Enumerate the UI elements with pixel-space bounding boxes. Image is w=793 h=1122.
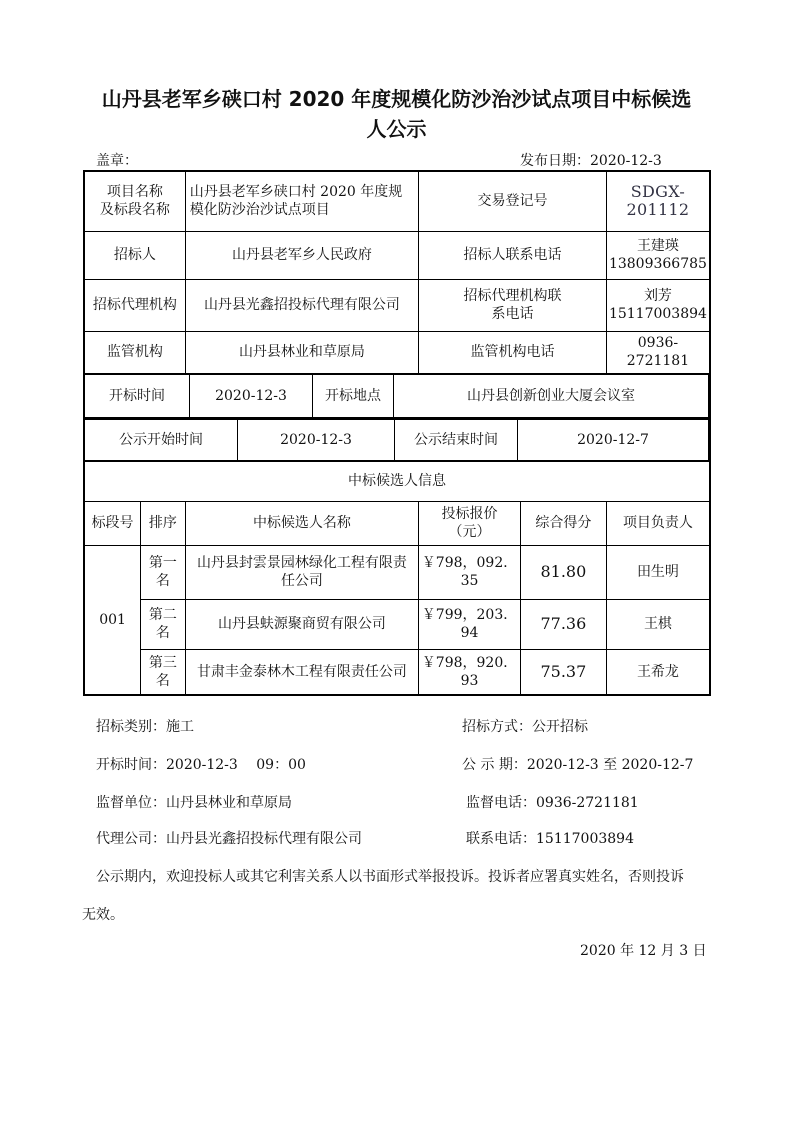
page-title: [60, 84, 733, 144]
candidate-score: 81.80: [520, 545, 606, 599]
row-agency: [84, 279, 710, 331]
agency-contact: 刘芳: [643, 288, 672, 304]
trade-no-label: 交易登记号: [419, 171, 607, 231]
notice-end-label: 公示结束时间: [395, 419, 518, 460]
title-line-2: 人公示: [366, 117, 427, 141]
footer-notice-period: 公 示 期：2020-12-3 至 2020-12-7: [462, 757, 694, 773]
candidates-header-row: [84, 501, 710, 545]
candidate-price: ￥798，920．93: [419, 649, 521, 695]
row-tenderer: [84, 231, 710, 279]
agency-phone-label: 招标代理机构联 系电话: [419, 279, 607, 331]
publish-date: 发布日期：2020-12-3: [520, 153, 662, 169]
row-notice: [84, 418, 710, 461]
trade-no: SDGX-201112: [606, 171, 710, 231]
notice-start-label: 公示开始时间: [85, 419, 238, 460]
lot-no: 001: [84, 545, 141, 695]
table-row: [84, 599, 710, 649]
candidate-rank: 第二名: [141, 599, 186, 649]
header-rank: 排序: [141, 501, 186, 545]
footer-agency: 代理公司：山丹县光鑫招投标代理有限公司: [96, 831, 362, 847]
candidate-rank: 第三名: [141, 649, 186, 695]
candidate-name: 甘肃丰金泰林木工程有限责任公司: [185, 649, 418, 695]
table-row: [84, 545, 710, 599]
footer-note-line-2: 无效。: [82, 907, 124, 923]
seal-label: 盖章：: [96, 153, 138, 169]
tenderer-phone: 13809366785: [608, 256, 707, 272]
project-name-label: 项目名称 及标段名称: [84, 171, 185, 231]
header-leader: 项目负责人: [606, 501, 710, 545]
row-supervisor: [84, 331, 710, 373]
footer-date: 2020 年 12 月 3 日: [580, 943, 707, 959]
row-section-title: [84, 461, 710, 501]
supervisor: 山丹县林业和草原局: [185, 331, 418, 373]
section-title: 中标候选人信息: [84, 461, 710, 501]
candidate-price: ￥798，092．35: [419, 545, 521, 599]
footer-bid-type: 招标类别：施工: [96, 719, 194, 735]
notice-end: 2020-12-7: [518, 419, 709, 460]
row-project: [84, 171, 710, 231]
candidate-leader: 田生明: [606, 545, 710, 599]
candidate-leader: 王棋: [606, 599, 710, 649]
open-place-label: 开标地点: [313, 374, 394, 417]
candidate-leader: 王希龙: [606, 649, 710, 695]
agency-phone: 15117003894: [608, 306, 707, 322]
header-price: 投标报价 （元）: [419, 501, 521, 545]
candidate-score: 75.37: [520, 649, 606, 695]
announcement-table: [83, 170, 711, 696]
candidate-name: 山丹县蚨源聚商贸有限公司: [185, 599, 418, 649]
header-name: 中标候选人名称: [185, 501, 418, 545]
header-score: 综合得分: [520, 501, 606, 545]
candidate-score: 77.36: [520, 599, 606, 649]
candidate-name: 山丹县封雲景园林绿化工程有限责 任公司: [185, 545, 418, 599]
supervisor-phone-label: 监管机构电话: [419, 331, 607, 373]
open-time-label: 开标时间: [85, 374, 190, 417]
open-place: 山丹县创新创业大厦会议室: [394, 374, 709, 417]
footer-contact-phone: 联系电话：15117003894: [466, 831, 634, 847]
agency: 山丹县光鑫招投标代理有限公司: [185, 279, 418, 331]
tenderer-label: 招标人: [84, 231, 185, 279]
footer-bid-method: 招标方式：公开招标: [462, 719, 588, 735]
open-time: 2020-12-3: [190, 374, 313, 417]
supervisor-phone: 0936-2721181: [606, 331, 710, 373]
footer-supervisor-phone: 监督电话：0936-2721181: [466, 795, 639, 811]
agency-label: 招标代理机构: [84, 279, 185, 331]
footer-supervisor: 监督单位：山丹县林业和草原局: [96, 795, 292, 811]
title-line-1: 山丹县老军乡硖口村 2020 年度规模化防沙治沙试点项目中标候选: [101, 87, 692, 111]
tenderer: 山丹县老军乡人民政府: [185, 231, 418, 279]
notice-start: 2020-12-3: [238, 419, 395, 460]
header-lot: 标段号: [84, 501, 141, 545]
candidate-price: ￥799，203．94: [419, 599, 521, 649]
footer-open-time: 开标时间：2020-12-3 09：00: [96, 757, 306, 773]
tenderer-contact: 王建瑛: [636, 238, 679, 254]
footer-note-line-1: 公示期内，欢迎投标人或其它利害关系人以书面形式举报投诉。投诉者应署真实姓名，否则投诉: [96, 869, 684, 885]
supervisor-label: 监管机构: [84, 331, 185, 373]
candidate-rank: 第一名: [141, 545, 186, 599]
tenderer-phone-label: 招标人联系电话: [419, 231, 607, 279]
agency-contact-cell: [606, 279, 710, 331]
table-row: [84, 649, 710, 695]
tenderer-contact-cell: [606, 231, 710, 279]
project-name: 山丹县老军乡硖口村 2020 年度规模化防沙治沙试点项目: [185, 171, 418, 231]
row-opening: [84, 373, 710, 418]
